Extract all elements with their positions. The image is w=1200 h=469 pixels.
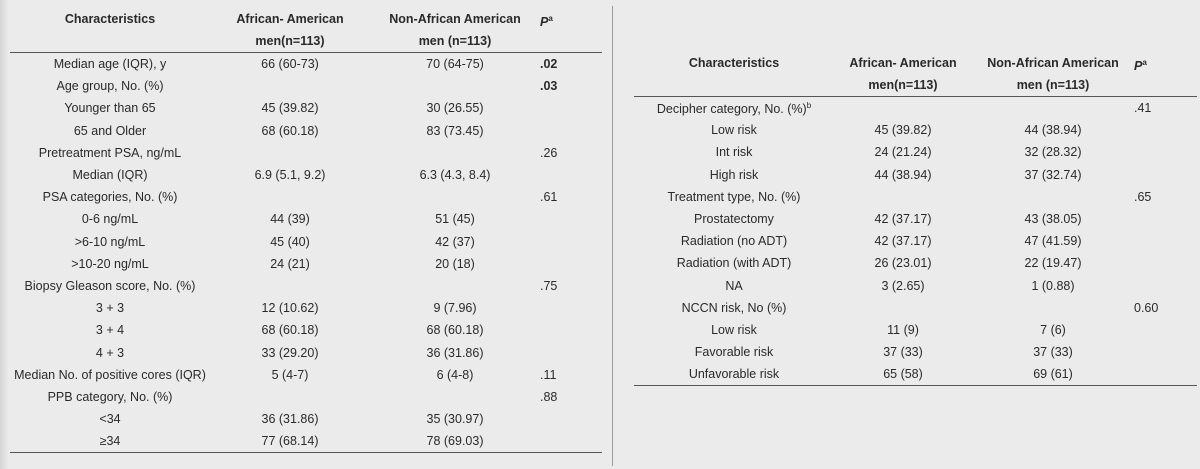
non-african-american-value-cell: [370, 186, 540, 208]
row-label-cell: Age group, No. (%): [56, 79, 164, 94]
row-label-cell: NCCN risk, No (%): [681, 300, 787, 315]
header-characteristics: Characteristics: [634, 52, 834, 97]
non-african-american-value-cell: [972, 297, 1134, 319]
p-value-cell: [540, 164, 602, 186]
header-non-african-american: Non-African American men (n=113): [370, 8, 540, 53]
row-label-cell: <34: [99, 412, 121, 427]
table-row: [10, 430, 602, 453]
african-american-value-cell: 3 (2.65): [881, 278, 925, 293]
p-value-cell: [1134, 363, 1197, 386]
header-african-american: African- American men(n=113): [210, 8, 370, 53]
non-african-american-value-cell: [370, 275, 540, 297]
non-african-american-value-cell: 22 (19.47): [1024, 256, 1082, 271]
african-american-value-cell: 36 (31.86): [261, 412, 319, 427]
header-characteristics: Characteristics: [10, 8, 210, 53]
table-row: [10, 319, 602, 341]
non-african-american-value-cell: 68 (60.18): [426, 323, 484, 338]
p-value-cell: [1134, 341, 1197, 363]
african-american-value-cell: [834, 97, 972, 120]
non-african-american-value-cell: [370, 75, 540, 97]
table-row: [10, 275, 602, 297]
table-row: [634, 186, 1197, 208]
p-value-cell: [1134, 230, 1197, 252]
african-american-value-cell: 6.9 (5.1, 9.2): [254, 168, 326, 183]
row-label-cell: Int risk: [715, 145, 753, 160]
non-african-american-value-cell: 69 (61): [972, 363, 1134, 386]
table-row: [10, 208, 602, 230]
p-value-cell: 0.60: [1134, 300, 1159, 315]
non-african-american-value-cell: 35 (30.97): [426, 412, 484, 427]
african-american-value-cell: 65 (58): [834, 363, 972, 386]
table-header-row: [634, 52, 1197, 97]
header-non-african-american: Non-African American men (n=113): [972, 52, 1134, 97]
african-american-value-cell: 42 (37.17): [874, 212, 932, 227]
table-row: [10, 53, 602, 76]
p-value-cell: [540, 341, 602, 363]
table-row: [634, 97, 1197, 120]
non-african-american-value-cell: 37 (32.74): [1024, 167, 1082, 182]
african-american-value-cell: 26 (23.01): [874, 256, 932, 271]
p-value-cell: [540, 231, 602, 253]
row-label-cell: Median No. of positive cores (IQR): [14, 367, 206, 382]
row-label-cell: High risk: [709, 167, 759, 182]
p-value-cell: .02: [540, 57, 558, 72]
table-row: [10, 142, 602, 164]
p-value-cell: [1134, 208, 1197, 230]
p-value-cell: [1134, 141, 1197, 163]
table-row: [634, 119, 1197, 141]
row-label-cell: Biopsy Gleason score, No. (%): [24, 278, 196, 293]
table-row: [634, 275, 1197, 297]
table-row: [10, 364, 602, 386]
p-value-cell: [1134, 275, 1197, 297]
p-value-cell: .65: [1134, 189, 1152, 204]
table-row: [10, 253, 602, 275]
row-label-cell: PSA categories, No. (%): [42, 190, 178, 205]
row-label-cell: PPB category, No. (%): [47, 389, 173, 404]
row-label-cell: Radiation (no ADT): [680, 234, 788, 249]
column-divider: [612, 6, 613, 466]
row-label-cell: Pretreatment PSA, ng/mL: [38, 145, 182, 160]
p-value-cell: .88: [540, 389, 558, 404]
p-value-cell: [540, 97, 602, 119]
table-row: [10, 97, 602, 119]
table-row: [634, 141, 1197, 163]
p-value-cell: [540, 297, 602, 319]
p-value-cell: [540, 120, 602, 142]
african-american-value-cell: 33 (29.20): [261, 345, 319, 360]
table-row: [634, 230, 1197, 252]
row-label-cell: Radiation (with ADT): [676, 256, 792, 271]
row-label-cell: 3 + 4: [95, 323, 125, 338]
non-african-american-value-cell: 6.3 (4.3, 8.4): [419, 168, 491, 183]
row-label-cell: Unfavorable risk: [634, 363, 834, 386]
non-african-american-value-cell: [972, 97, 1134, 120]
african-american-value-cell: [834, 186, 972, 208]
non-african-american-value-cell: 37 (33): [1033, 345, 1073, 360]
row-label-cell: Prostatectomy: [694, 212, 774, 227]
non-african-american-value-cell: 9 (7.96): [433, 301, 477, 316]
non-african-american-value-cell: 32 (28.32): [1024, 145, 1082, 160]
non-african-american-value-cell: 1 (0.88): [1031, 278, 1075, 293]
p-value-cell: .26: [540, 145, 558, 160]
table-row: [10, 386, 602, 408]
p-value-cell: .75: [540, 278, 558, 293]
african-american-value-cell: 45 (39.82): [874, 123, 932, 138]
row-label-cell: Favorable risk: [694, 345, 774, 360]
non-african-american-value-cell: 51 (45): [435, 212, 475, 227]
african-american-value-cell: 24 (21.24): [874, 145, 932, 160]
non-african-american-value-cell: [370, 142, 540, 164]
row-label-cell: >10-20 ng/mL: [71, 256, 149, 271]
non-african-american-value-cell: 70 (64-75): [426, 57, 484, 72]
african-american-value-cell: 12 (10.62): [261, 301, 319, 316]
african-american-value-cell: [210, 142, 370, 164]
p-value-cell: [540, 319, 602, 341]
row-label-cell: Low risk: [711, 322, 757, 337]
table-row: [10, 231, 602, 253]
african-american-value-cell: 24 (21): [270, 256, 310, 271]
table-row: [634, 319, 1197, 341]
african-american-value-cell: 66 (60-73): [261, 57, 319, 72]
table-row: [634, 363, 1197, 386]
right-characteristics-table: [634, 52, 1197, 386]
african-american-value-cell: 68 (60.18): [261, 123, 319, 138]
table-row: [634, 297, 1197, 319]
non-african-american-value-cell: 20 (18): [435, 256, 475, 271]
african-american-value-cell: [210, 275, 370, 297]
p-value-cell: .61: [540, 190, 558, 205]
row-label-cell: 65 and Older: [73, 123, 147, 138]
non-african-american-value-cell: 44 (38.94): [1024, 123, 1082, 138]
african-american-value-cell: 44 (39): [270, 212, 310, 227]
row-label-cell: Decipher category, No. (%)$^b$: [656, 100, 812, 116]
left-characteristics-table: [10, 8, 602, 453]
row-label-cell: Low risk: [711, 123, 757, 138]
row-label-cell: 4 + 3: [95, 345, 125, 360]
row-label-cell: 0-6 ng/mL: [81, 212, 139, 227]
p-value-cell: [540, 408, 602, 430]
african-american-value-cell: 68 (60.18): [261, 323, 319, 338]
african-american-value-cell: [210, 75, 370, 97]
table-row: [634, 252, 1197, 274]
row-label-cell: Treatment type, No. (%): [667, 189, 801, 204]
table-row: [10, 297, 602, 319]
p-value-cell: [540, 430, 602, 453]
p-value-cell: [1134, 119, 1197, 141]
row-label-cell: Younger than 65: [64, 101, 156, 116]
non-african-american-value-cell: 47 (41.59): [1024, 234, 1082, 249]
table-row: [10, 186, 602, 208]
row-label-cell: Median age (IQR), y: [53, 57, 167, 72]
table-row: [634, 208, 1197, 230]
p-value-cell: .03: [540, 79, 558, 94]
african-american-value-cell: 45 (39.82): [261, 101, 319, 116]
page-edge-shadow: [0, 0, 8, 469]
p-value-cell: .11: [540, 367, 557, 382]
non-african-american-value-cell: 36 (31.86): [426, 345, 484, 360]
non-african-american-value-cell: [370, 386, 540, 408]
african-american-value-cell: 45 (40): [270, 234, 310, 249]
table-row: [10, 341, 602, 363]
non-african-american-value-cell: 30 (26.55): [426, 101, 484, 116]
header-african-american: African- American men(n=113): [834, 52, 972, 97]
non-african-american-value-cell: 6 (4-8): [436, 367, 474, 382]
african-american-value-cell: [210, 386, 370, 408]
african-american-value-cell: [834, 297, 972, 319]
african-american-value-cell: 77 (68.14): [210, 430, 370, 453]
header-p-value: $P^a$: [540, 8, 602, 53]
row-label-cell: >6-10 ng/mL: [74, 234, 146, 249]
table-row: [10, 75, 602, 97]
row-label-cell: NA: [725, 278, 743, 293]
african-american-value-cell: 5 (4-7): [271, 367, 309, 382]
non-african-american-value-cell: 83 (73.45): [426, 123, 484, 138]
p-value-cell: [1134, 164, 1197, 186]
table-row: [634, 341, 1197, 363]
non-african-american-value-cell: 43 (38.05): [1024, 212, 1082, 227]
african-american-value-cell: 11 (9): [887, 322, 919, 337]
african-american-value-cell: 37 (33): [883, 345, 923, 360]
table-header-row: [10, 8, 602, 53]
row-label-cell: Median (IQR): [72, 168, 148, 183]
non-african-american-value-cell: 78 (69.03): [370, 430, 540, 453]
table-row: [10, 120, 602, 142]
non-african-american-value-cell: 42 (37): [435, 234, 475, 249]
p-value-cell: [540, 253, 602, 275]
p-value-cell: .41: [1134, 101, 1152, 116]
table-row: [10, 408, 602, 430]
header-p-value: $P^a$: [1134, 52, 1197, 97]
p-value-cell: [540, 208, 602, 230]
row-label-cell: ≥34: [10, 430, 210, 453]
african-american-value-cell: 44 (38.94): [874, 167, 932, 182]
non-african-american-value-cell: [972, 186, 1134, 208]
non-african-american-value-cell: 7 (6): [1040, 322, 1066, 337]
p-value-cell: [1134, 252, 1197, 274]
table-row: [634, 164, 1197, 186]
african-american-value-cell: 42 (37.17): [874, 234, 932, 249]
table-row: [10, 164, 602, 186]
p-value-cell: [1134, 319, 1197, 341]
african-american-value-cell: [210, 186, 370, 208]
row-label-cell: 3 + 3: [95, 301, 125, 316]
